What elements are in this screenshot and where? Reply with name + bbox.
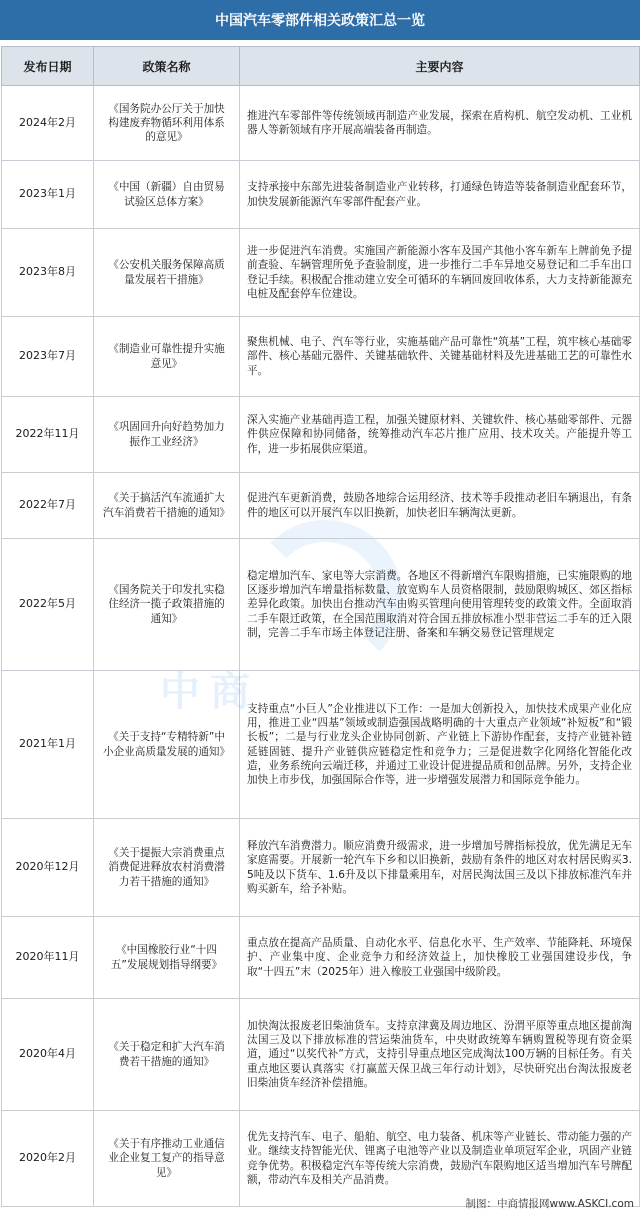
policy-date: 2022年7月 (2, 473, 94, 539)
source-credit: 制图：中商情报网www.ASKCI.com (465, 1198, 634, 1210)
policy-content: 释放汽车消费潜力。顺应消费升级需求，进一步增加号牌指标投放，优先满足无车家庭需要。开展新一轮汽车下乡和以旧换新，鼓励有条件的地区对农村居民购买3.5吨及以下货车、1.6升及以下排量乘用车，对居民淘汰国三及以下排放标准汽车并购买新车，给予补贴。 (240, 819, 640, 917)
policy-content: 稳定增加汽车、家电等大宗消费。各地区不得新增汽车限购措施，已实施限购的地区逐步增加汽车增量指标数量、放宽购车人员资格限制，鼓励限购城区、郊区指标差异化政策。加快出台推动汽车由购买管理向使用管理转变的政策文件。全面取消二手车限迁政策，在全国范围取消对符合国五排放标准小型非营运二手车的迁入限制，完善二手车市场主体登记注册、备案和车辆交易登记管理规定 (240, 539, 640, 671)
policy-name: 《制造业可靠性提升实施意见》 (94, 317, 240, 397)
policy-date: 2020年4月 (2, 999, 94, 1111)
policy-table (1, 46, 640, 1207)
policy-date: 2023年1月 (2, 161, 94, 229)
policy-content: 加快淘汰报废老旧柴油货车。支持京津冀及周边地区、汾渭平原等重点地区提前淘汰国三及以下排放标准的营运柴油货车，中央财政统筹车辆购置税等现有资金渠道，通过“以奖代补”方式，支持引导重点地区完成淘汰100万辆的目标任务。有关重点地区要认真落实《打赢蓝天保卫战三年行动计划》，尽快研究出台淘汰报废老旧柴油货车经济补偿措施。 (240, 999, 640, 1111)
table-row (2, 86, 640, 161)
header-date: 发布日期 (2, 47, 94, 86)
policy-content: 进一步促进汽车消费。实施国产新能源小客车及国产其他小客车新车上牌前免予提前查验、车辆管理所免予查验制度，进一步推行二手车异地交易登记和二手车出口登记手续。积极配合推动建立安全可循环的车辆回废回收体系，大力支持新能源充电桩及配套停车位建设。 (240, 229, 640, 317)
policy-content: 重点放在提高产品质量、自动化水平、信息化水平、生产效率、节能降耗、环境保护、产业集中度、企业竞争力和经济效益上，加快橡胶工业强国建设步伐，争取“十四五”末（2025年）进入橡胶工业强国中级阶段。 (240, 917, 640, 999)
policy-date: 2021年1月 (2, 671, 94, 819)
policy-content: 促进汽车更新消费，鼓励各地综合运用经济、技术等手段推动老旧车辆退出，有条件的地区可以开展汽车以旧换新，加快老旧车辆淘汰更新。 (240, 473, 640, 539)
header-content: 主要内容 (240, 47, 640, 86)
policy-name: 《中国（新疆）自由贸易试验区总体方案》 (94, 161, 240, 229)
header-name: 政策名称 (94, 47, 240, 86)
table-row (2, 539, 640, 671)
table-row (2, 819, 640, 917)
table-row (2, 671, 640, 819)
policy-date: 2023年7月 (2, 317, 94, 397)
policy-name: 《公安机关服务保障高质量发展若干措施》 (94, 229, 240, 317)
policy-name: 《关于稳定和扩大汽车消费若干措施的通知》 (94, 999, 240, 1111)
table-row (2, 1111, 640, 1207)
policy-name: 《中国橡胶行业“十四五”发展规划指导纲要》 (94, 917, 240, 999)
table-row (2, 473, 640, 539)
policy-content: 支持重点“小巨人”企业推进以下工作：一是加大创新投入，加快技术成果产业化应用，推进工业“四基”领域或制造强国战略明确的十大重点产业领域“补短板”和“锻长板”；二是与行业龙头企业协同创新、产业链上下游协作配套，支持产业链补链延链固链、提升产业链供应链稳定性和竞争力；三是促进数字化网络化智能化改造，业务系统向云端迁移，并通过工业设计促进提品质和创品牌。另外，支持企业加快上市步伐，加强国际合作等，进一步增强发展潜力和国际竞争能力。 (240, 671, 640, 819)
table-row (2, 999, 640, 1111)
watermark-text: 中商 (160, 669, 260, 715)
table-row (2, 317, 640, 397)
policy-name: 《国务院关于印发扎实稳住经济一揽子政策措施的通知》 (94, 539, 240, 671)
policy-date: 2022年5月 (2, 539, 94, 671)
policy-content: 聚焦机械、电子、汽车等行业，实施基础产品可靠性“筑基”工程，筑牢核心基础零部件、核心基础元器件、关键基础软件、关键基础材料及先进基础工艺的可靠性水平。 (240, 317, 640, 397)
policy-content: 支持承接中东部先进装备制造业产业转移，打通绿色铸造等装备制造业配套环节，加快发展新能源汽车零部件配套产业。 (240, 161, 640, 229)
policy-content: 优先支持汽车、电子、船舶、航空、电力装备、机床等产业链长、带动能力强的产业。继续支持智能光伏、锂离子电池等产业以及制造业单项冠军企业，巩固产业链竞争优势。积极稳定汽车等传统大宗消费，鼓励汽车限购地区适当增加汽车号牌配额，带动汽车及相关产品消费。 (240, 1111, 640, 1207)
policy-date: 2024年2月 (2, 86, 94, 161)
policy-name: 《关于搞活汽车流通扩大汽车消费若干措施的通知》 (94, 473, 240, 539)
table-row (2, 161, 640, 229)
policy-name: 《巩固回升向好趋势加力振作工业经济》 (94, 397, 240, 473)
table-row (2, 229, 640, 317)
table-title: 中国汽车零部件相关政策汇总一览 (0, 0, 640, 40)
policy-name: 《关于支持“专精特新”中小企业高质量发展的通知》 (94, 671, 240, 819)
policy-content: 推进汽车零部件等传统领域再制造产业发展，探索在盾构机、航空发动机、工业机器人等新领域有序开展高端装备再制造。 (240, 86, 640, 161)
policy-date: 2020年11月 (2, 917, 94, 999)
header-row (2, 47, 640, 86)
policy-content: 深入实施产业基础再造工程，加强关键原材料、关键软件、核心基础零部件、元器件供应保障和协同储备，统筹推动汽车芯片推广应用、技术攻关。产能提升等工作，进一步拓展供应渠道。 (240, 397, 640, 473)
policy-date: 2022年11月 (2, 397, 94, 473)
policy-name: 《关于有序推动工业通信业企业复工复产的指导意见》 (94, 1111, 240, 1207)
table-row (2, 917, 640, 999)
policy-date: 2020年2月 (2, 1111, 94, 1207)
policy-date: 2023年8月 (2, 229, 94, 317)
policy-name: 《国务院办公厅关于加快构建废弃物循环利用体系的意见》 (94, 86, 240, 161)
table-row (2, 397, 640, 473)
policy-name: 《关于提振大宗消费重点消费促进释放农村消费潜力若干措施的通知》 (94, 819, 240, 917)
policy-date: 2020年12月 (2, 819, 94, 917)
